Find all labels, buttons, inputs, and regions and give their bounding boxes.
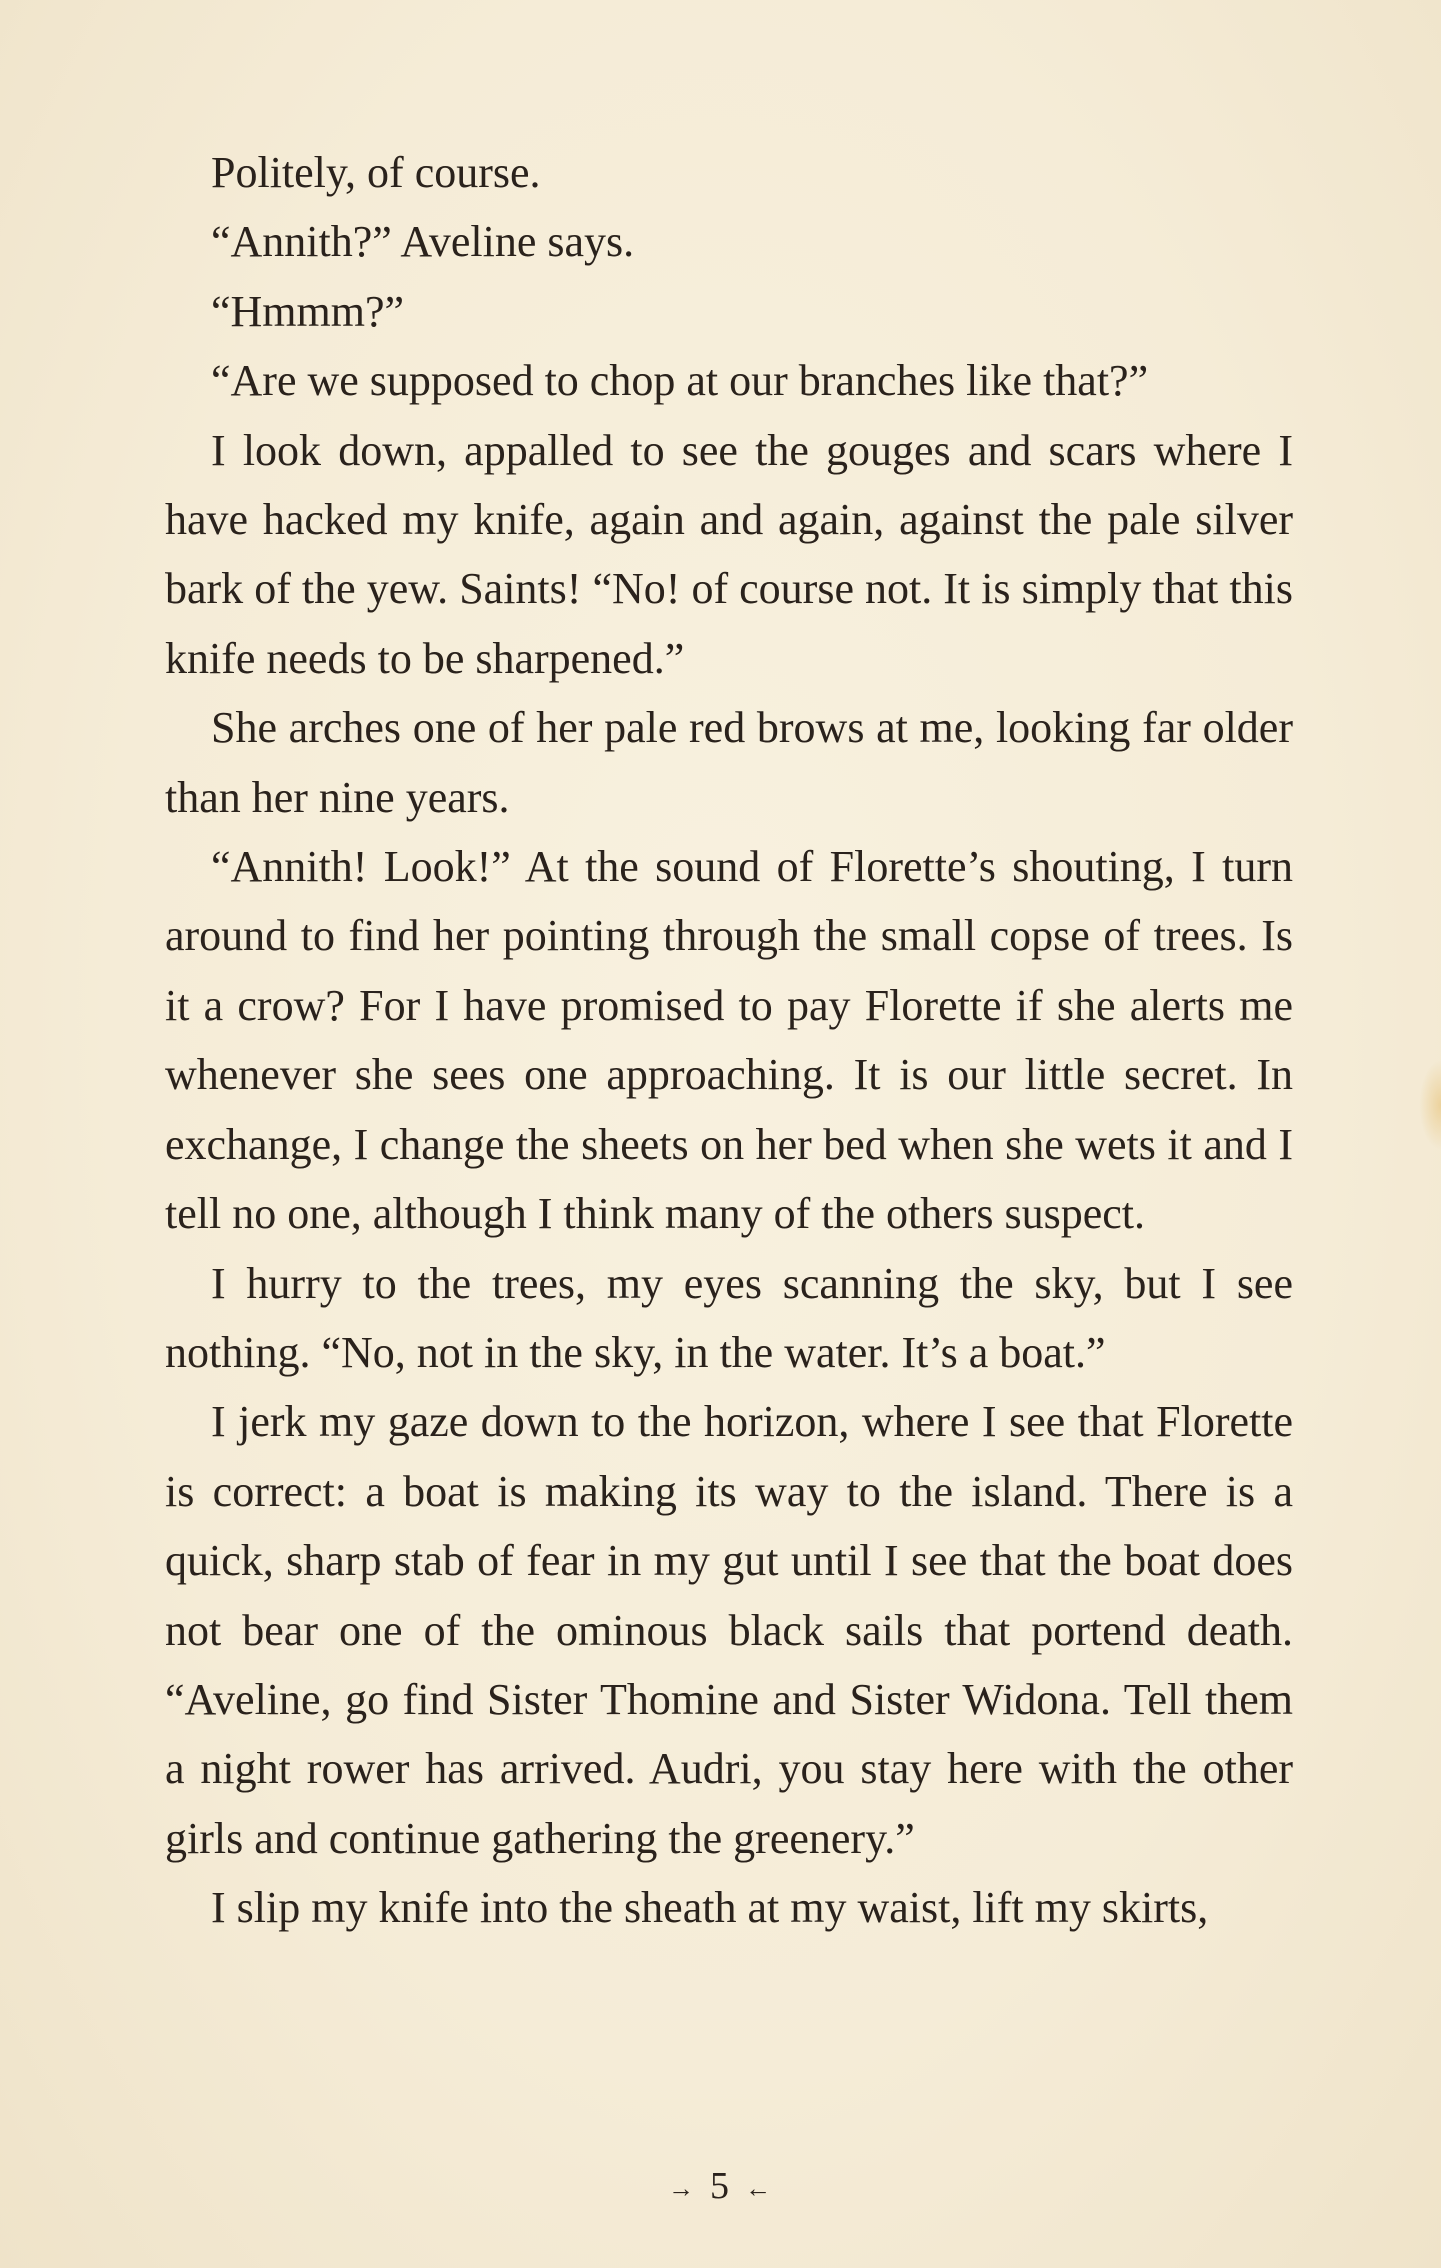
paragraph: “Hmmm?” — [211, 286, 405, 336]
body-text — [165, 138, 1293, 1943]
paragraph: She arches one of her pale red brows at me, looking far older than her nine years. — [165, 703, 1293, 822]
paragraph: “Annith?” Aveline says. — [211, 217, 635, 267]
paragraph: I hurry to the trees, my eyes scanning the sky, but I see nothing. “No, not in the sky, in the water. It’s a boat.” — [165, 1258, 1293, 1377]
paragraph: I look down, appalled to see the gouges and scars where I have hacked my knife, again and again, against the pale silver bark of the yew. Saints! “No! of course not. It is simply that this knife needs to be sharpened.” — [165, 425, 1293, 683]
paragraph: I jerk my gaze down to the horizon, where I see that Florette is correct: a boat is making its way to the island. There is a quick, sharp stab of fear in my gut until I see that the boat does not bear one of the ominous black sails that portend death. “Aveline, go find Sister Thomine and Sister Widona. Tell them a night rower has arrived. Audri, you stay here with the other girls and continue gathering the greenery.” — [165, 1397, 1293, 1863]
paragraph: Politely, of course. — [211, 148, 541, 197]
page-folio — [0, 2164, 1441, 2208]
paragraph: “Annith! Look!” At the sound of Florette’s shouting, I turn around to find her pointing through the small copse of trees. Is it a crow? For I have promised to pay Florette if she alerts me whenever she sees one approaching. It is our little secret. In exchange, I change the sheets on her bed when she wets it and I tell no one, although I think many of the others suspect. — [165, 842, 1293, 1239]
arrow-right-icon: → — [668, 2174, 696, 2204]
paper-stain — [1419, 1060, 1441, 1150]
paragraph: I slip my knife into the sheath at my waist, lift my skirts, — [211, 1883, 1209, 1933]
arrow-left-icon: ← — [745, 2174, 773, 2204]
paragraph: “Are we supposed to chop at our branches like that?” — [211, 356, 1149, 406]
page-number: 5 — [710, 2165, 731, 2207]
